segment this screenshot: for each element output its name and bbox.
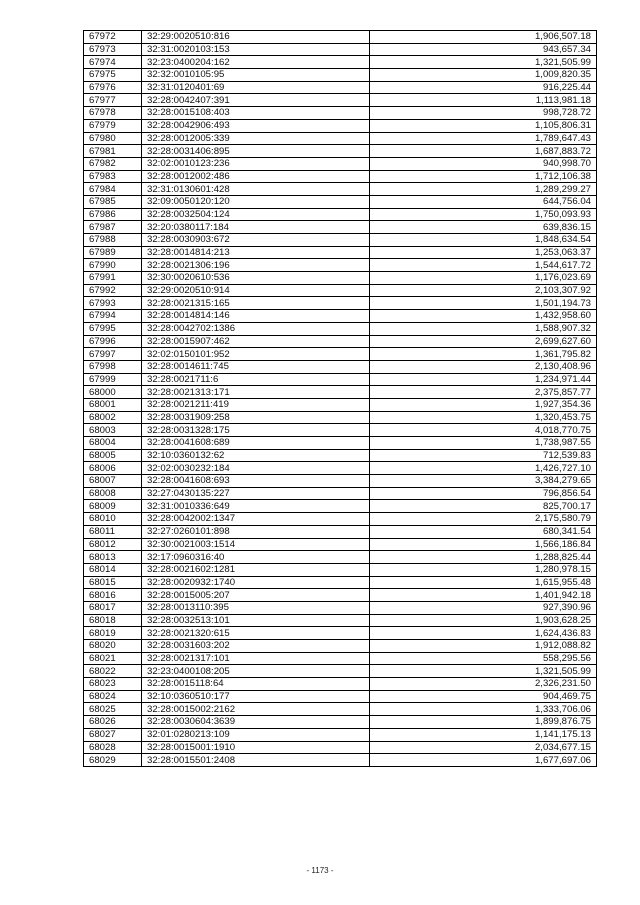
cadastral-number-cell: 32:28:0031406:895 [142,145,370,158]
cadastral-number-cell: 32:02:0010123:236 [142,157,370,170]
row-number-cell: 68005 [84,449,142,462]
value-amount-cell: 1,105,806.31 [370,119,597,132]
value-amount-cell: 1,321,505.99 [370,665,597,678]
cadastral-number-cell: 32:20:0380117:184 [142,221,370,234]
cadastral-number-cell: 32:28:0030903:672 [142,234,370,247]
table-row [84,386,597,399]
row-number-cell: 67981 [84,145,142,158]
table-row [84,56,597,69]
row-number-cell: 68020 [84,640,142,653]
row-number-cell: 68026 [84,716,142,729]
cadastral-number-cell: 32:01:0280213:109 [142,728,370,741]
cadastral-number-cell: 32:31:0130601:428 [142,183,370,196]
value-amount-cell: 1,321,505.99 [370,56,597,69]
table-row [84,81,597,94]
cadastral-number-cell: 32:28:0042407:391 [142,94,370,107]
row-number-cell: 68003 [84,424,142,437]
value-amount-cell: 1,289,299.27 [370,183,597,196]
cadastral-number-cell: 32:28:0015907:462 [142,335,370,348]
cadastral-number-cell: 32:28:0021313:171 [142,386,370,399]
row-number-cell: 67977 [84,94,142,107]
cadastral-number-cell: 32:31:0120401:69 [142,81,370,94]
table-row [84,627,597,640]
table-row [84,43,597,56]
table-row [84,297,597,310]
value-amount-cell: 1,234,971.44 [370,373,597,386]
cadastral-number-cell: 32:28:0021602:1281 [142,563,370,576]
row-number-cell: 67984 [84,183,142,196]
row-number-cell: 67982 [84,157,142,170]
row-number-cell: 68007 [84,475,142,488]
cadastral-number-cell: 32:28:0015005:207 [142,589,370,602]
cadastral-number-cell: 32:28:0014814:213 [142,246,370,259]
value-amount-cell: 2,175,580.79 [370,513,597,526]
value-amount-cell: 1,903,628.25 [370,614,597,627]
value-amount-cell: 1,544,617.72 [370,259,597,272]
row-number-cell: 68027 [84,728,142,741]
cadastral-number-cell: 32:28:0015501:2408 [142,754,370,767]
value-amount-cell: 796,856.54 [370,487,597,500]
table-row [84,145,597,158]
row-number-cell: 68010 [84,513,142,526]
table-row [84,728,597,741]
cadastral-number-cell: 32:28:0015001:1910 [142,741,370,754]
value-amount-cell: 712,539.83 [370,449,597,462]
row-number-cell: 68023 [84,678,142,691]
table-row [84,94,597,107]
table-row [84,525,597,538]
table-row [84,538,597,551]
table-row [84,335,597,348]
row-number-cell: 67975 [84,69,142,82]
cadastral-number-cell: 32:28:0012002:486 [142,170,370,183]
cadastral-number-cell: 32:23:0400108:205 [142,665,370,678]
table-row [84,601,597,614]
row-number-cell: 67992 [84,284,142,297]
row-number-cell: 68016 [84,589,142,602]
table-row [84,246,597,259]
value-amount-cell: 1,677,697.06 [370,754,597,767]
cadastral-number-cell: 32:27:0430135:227 [142,487,370,500]
table-row [84,208,597,221]
row-number-cell: 68029 [84,754,142,767]
table-row [84,119,597,132]
cadastral-number-cell: 32:28:0031909:258 [142,411,370,424]
value-amount-cell: 1,912,088.82 [370,640,597,653]
row-number-cell: 67985 [84,195,142,208]
row-number-cell: 68028 [84,741,142,754]
table-row [84,665,597,678]
table-row [84,195,597,208]
value-amount-cell: 3,384,279.65 [370,475,597,488]
value-amount-cell: 927,390.96 [370,601,597,614]
table-row [84,272,597,285]
row-number-cell: 67986 [84,208,142,221]
value-amount-cell: 1,906,507.18 [370,31,597,44]
cadastral-number-cell: 32:28:0021711:6 [142,373,370,386]
value-amount-cell: 2,130,408.96 [370,360,597,373]
row-number-cell: 67998 [84,360,142,373]
table-row [84,69,597,82]
cadastral-number-cell: 32:28:0021315:165 [142,297,370,310]
cadastral-number-cell: 32:02:0030232:184 [142,462,370,475]
table-row [84,132,597,145]
cadastral-number-cell: 32:28:0015108:403 [142,107,370,120]
value-amount-cell: 1,401,942.18 [370,589,597,602]
parcel-value-table [83,30,597,767]
row-number-cell: 68022 [84,665,142,678]
row-number-cell: 67976 [84,81,142,94]
table-row [84,373,597,386]
value-amount-cell: 998,728.72 [370,107,597,120]
row-number-cell: 67993 [84,297,142,310]
row-number-cell: 68021 [84,652,142,665]
value-amount-cell: 1,750,093.93 [370,208,597,221]
value-amount-cell: 1,899,876.75 [370,716,597,729]
cadastral-number-cell: 32:28:0013110:395 [142,601,370,614]
value-amount-cell: 1,738,987.55 [370,437,597,450]
value-amount-cell: 4,018,770.75 [370,424,597,437]
value-amount-cell: 904,469.75 [370,690,597,703]
row-number-cell: 67972 [84,31,142,44]
cadastral-number-cell: 32:28:0042702:1386 [142,322,370,335]
cadastral-number-cell: 32:02:0150101:952 [142,348,370,361]
cadastral-number-cell: 32:28:0032504:124 [142,208,370,221]
value-amount-cell: 1,320,453.75 [370,411,597,424]
row-number-cell: 67990 [84,259,142,272]
table-row [84,348,597,361]
table-row [84,500,597,513]
value-amount-cell: 639,836.15 [370,221,597,234]
value-amount-cell: 1,624,436.83 [370,627,597,640]
value-amount-cell: 1,615,955.48 [370,576,597,589]
cadastral-number-cell: 32:28:0042906:493 [142,119,370,132]
row-number-cell: 68019 [84,627,142,640]
cadastral-number-cell: 32:32:0010105:95 [142,69,370,82]
row-number-cell: 68014 [84,563,142,576]
table-body [84,31,597,767]
row-number-cell: 67991 [84,272,142,285]
value-amount-cell: 2,103,307.92 [370,284,597,297]
table-row [84,424,597,437]
table-row [84,462,597,475]
table-row [84,259,597,272]
row-number-cell: 67979 [84,119,142,132]
table-row [84,157,597,170]
cadastral-number-cell: 32:28:0031328:175 [142,424,370,437]
table-row [84,678,597,691]
value-amount-cell: 2,326,231.50 [370,678,597,691]
row-number-cell: 67997 [84,348,142,361]
value-amount-cell: 680,341.54 [370,525,597,538]
table-row [84,640,597,653]
cadastral-number-cell: 32:28:0015118:64 [142,678,370,691]
row-number-cell: 67996 [84,335,142,348]
cadastral-number-cell: 32:30:0021003:1514 [142,538,370,551]
table-row [84,589,597,602]
value-amount-cell: 1,253,063.37 [370,246,597,259]
row-number-cell: 68009 [84,500,142,513]
row-number-cell: 68018 [84,614,142,627]
cadastral-number-cell: 32:28:0041608:693 [142,475,370,488]
value-amount-cell: 1,333,706.06 [370,703,597,716]
row-number-cell: 68011 [84,525,142,538]
cadastral-number-cell: 32:23:0400204:162 [142,56,370,69]
cadastral-number-cell: 32:28:0031603:202 [142,640,370,653]
row-number-cell: 67995 [84,322,142,335]
table-row [84,513,597,526]
table-row [84,475,597,488]
cadastral-number-cell: 32:28:0012005:339 [142,132,370,145]
row-number-cell: 67980 [84,132,142,145]
table-row [84,754,597,767]
value-amount-cell: 1,789,647.43 [370,132,597,145]
table-row [84,437,597,450]
table-row [84,170,597,183]
cadastral-number-cell: 32:27:0260101:898 [142,525,370,538]
cadastral-number-cell: 32:28:0021211:419 [142,398,370,411]
value-amount-cell: 1,176,023.69 [370,272,597,285]
cadastral-number-cell: 32:17:0960316:40 [142,551,370,564]
table-row [84,551,597,564]
row-number-cell: 67974 [84,56,142,69]
row-number-cell: 68013 [84,551,142,564]
value-amount-cell: 1,432,958.60 [370,310,597,323]
table-row [84,183,597,196]
cadastral-number-cell: 32:28:0042002:1347 [142,513,370,526]
table-row [84,310,597,323]
table-row [84,703,597,716]
value-amount-cell: 940,998.70 [370,157,597,170]
cadastral-number-cell: 32:28:0015002:2162 [142,703,370,716]
table-row [84,652,597,665]
table-row [84,563,597,576]
row-number-cell: 68012 [84,538,142,551]
value-amount-cell: 1,426,727.10 [370,462,597,475]
value-amount-cell: 1,280,978.15 [370,563,597,576]
row-number-cell: 67994 [84,310,142,323]
table-row [84,234,597,247]
cadastral-number-cell: 32:29:0020510:816 [142,31,370,44]
row-number-cell: 67983 [84,170,142,183]
table-row [84,322,597,335]
row-number-cell: 68017 [84,601,142,614]
cadastral-number-cell: 32:28:0020932:1740 [142,576,370,589]
row-number-cell: 67978 [84,107,142,120]
table-row [84,411,597,424]
cadastral-number-cell: 32:28:0014611:745 [142,360,370,373]
row-number-cell: 67973 [84,43,142,56]
table-row [84,741,597,754]
cadastral-number-cell: 32:29:0020510:914 [142,284,370,297]
table-row [84,449,597,462]
row-number-cell: 67989 [84,246,142,259]
cadastral-number-cell: 32:28:0041608:689 [142,437,370,450]
cadastral-number-cell: 32:10:0360132:62 [142,449,370,462]
cadastral-number-cell: 32:28:0014814:146 [142,310,370,323]
cadastral-number-cell: 32:28:0030604:3639 [142,716,370,729]
cadastral-number-cell: 32:30:0020610:536 [142,272,370,285]
row-number-cell: 67988 [84,234,142,247]
value-amount-cell: 1,113,981.18 [370,94,597,107]
value-amount-cell: 1,288,825.44 [370,551,597,564]
cadastral-number-cell: 32:28:0021320:615 [142,627,370,640]
table-row [84,690,597,703]
value-amount-cell: 2,375,857.77 [370,386,597,399]
table-row [84,107,597,120]
cadastral-number-cell: 32:28:0032513:101 [142,614,370,627]
table-row [84,487,597,500]
value-amount-cell: 825,700.17 [370,500,597,513]
table-row [84,576,597,589]
table-row [84,716,597,729]
page-number: - 1173 - [306,866,334,875]
value-amount-cell: 2,699,627.60 [370,335,597,348]
table-row [84,31,597,44]
cadastral-number-cell: 32:28:0021317:101 [142,652,370,665]
value-amount-cell: 1,009,820.35 [370,69,597,82]
table-row [84,221,597,234]
cadastral-number-cell: 32:09:0050120:120 [142,195,370,208]
row-number-cell: 67987 [84,221,142,234]
value-amount-cell: 644,756.04 [370,195,597,208]
value-amount-cell: 2,034,677.15 [370,741,597,754]
row-number-cell: 68000 [84,386,142,399]
value-amount-cell: 943,657.34 [370,43,597,56]
value-amount-cell: 1,687,883.72 [370,145,597,158]
value-amount-cell: 1,361,795.82 [370,348,597,361]
row-number-cell: 68006 [84,462,142,475]
value-amount-cell: 1,848,634.54 [370,234,597,247]
row-number-cell: 68002 [84,411,142,424]
cadastral-number-cell: 32:28:0021306:196 [142,259,370,272]
cadastral-number-cell: 32:31:0020103:153 [142,43,370,56]
value-amount-cell: 1,566,186.84 [370,538,597,551]
row-number-cell: 67999 [84,373,142,386]
cadastral-number-cell: 32:10:0360510:177 [142,690,370,703]
value-amount-cell: 916,225.44 [370,81,597,94]
table-row [84,360,597,373]
value-amount-cell: 1,588,907.32 [370,322,597,335]
row-number-cell: 68004 [84,437,142,450]
row-number-cell: 68024 [84,690,142,703]
value-amount-cell: 1,501,194.73 [370,297,597,310]
cadastral-number-cell: 32:31:0010336:649 [142,500,370,513]
value-amount-cell: 558,295.56 [370,652,597,665]
row-number-cell: 68001 [84,398,142,411]
table-row [84,398,597,411]
table-row [84,284,597,297]
row-number-cell: 68008 [84,487,142,500]
row-number-cell: 68015 [84,576,142,589]
table-row [84,614,597,627]
value-amount-cell: 1,141,175.13 [370,728,597,741]
value-amount-cell: 1,927,354.36 [370,398,597,411]
row-number-cell: 68025 [84,703,142,716]
value-amount-cell: 1,712,106.38 [370,170,597,183]
